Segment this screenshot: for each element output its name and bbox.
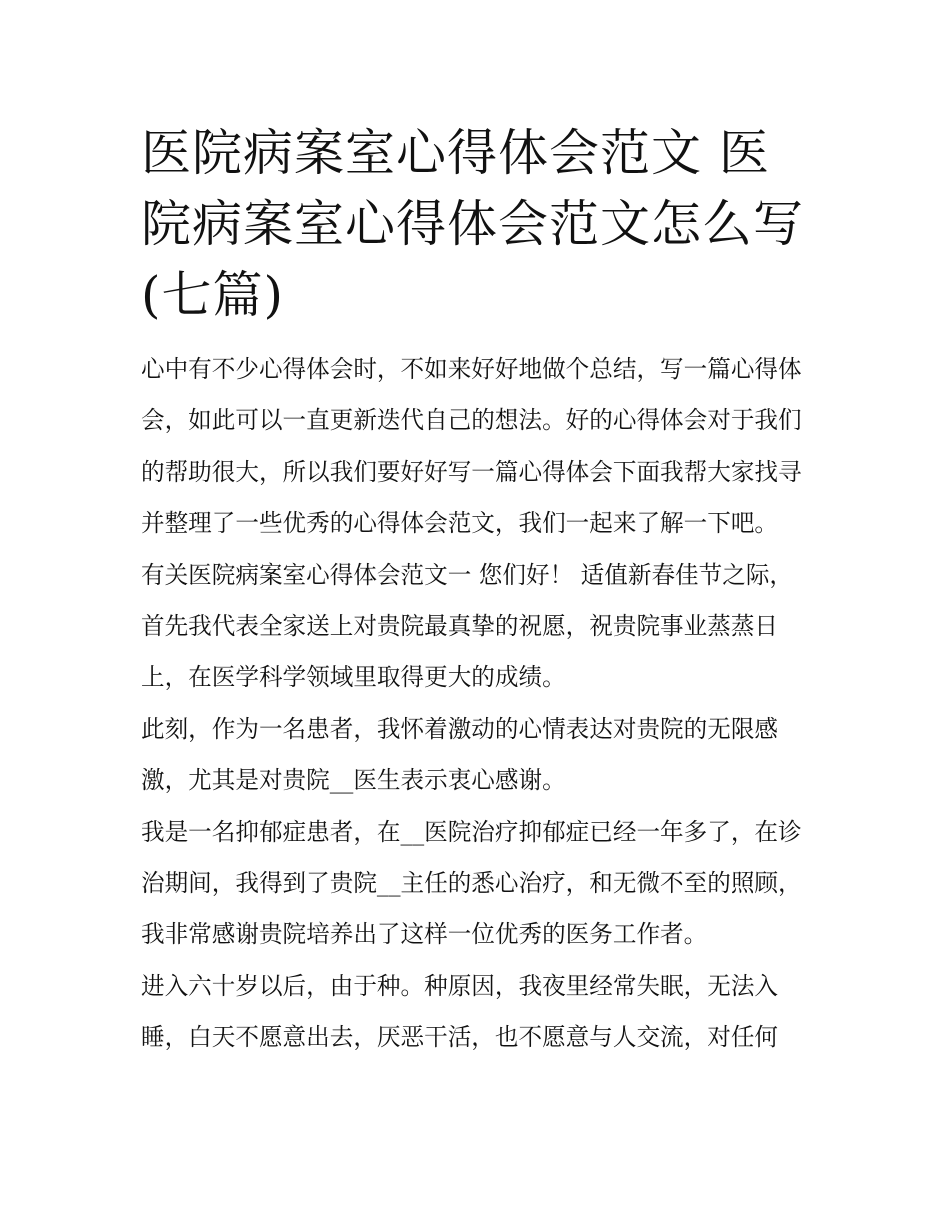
paragraph-treatment: 我是一名抑郁症患者，在__医院治疗抑郁症已经一年多了，在诊治期间，我得到了贵院__主任的悉心治疗，和无微不至的照顾，我非常感谢贵院培养出了这样一位优秀的医务工作者。 [141, 817, 802, 949]
paragraph-greeting: 有关医院病案室心得体会范文一 您们好！ 适值新春佳节之际，首先我代表全家送上对贵院最真挚的祝愿，祝贵院事业蒸蒸日上，在医学科学领域里取得更大的成绩。 [141, 560, 794, 692]
paragraph-background: 进入六十岁以后，由于种。种原因，我夜里经常失眠，无法入睡，白天不愿意出去，厌恶干活，也不愿意与人交流，对任何 [141, 971, 779, 1052]
document-content [141, 118, 813, 1064]
document-body [141, 344, 813, 1064]
paragraph-gratitude: 此刻，作为一名患者，我怀着激动的心情表达对贵院的无限感激，尤其是对贵院__医生表示衷心感谢。 [141, 714, 779, 795]
document-title: 医院病案室心得体会范文 医院病案室心得体会范文怎么写(七篇) [141, 124, 804, 324]
paragraph-intro: 心中有不少心得体会时，不如来好好地做个总结，写一篇心得体会，如此可以一直更新迭代自己的想法。好的心得体会对于我们的帮助很大，所以我们要好好写一篇心得体会下面我帮大家找寻并整理了一些优秀的心得体会范文，我们一起来了解一下吧。 [141, 355, 802, 538]
